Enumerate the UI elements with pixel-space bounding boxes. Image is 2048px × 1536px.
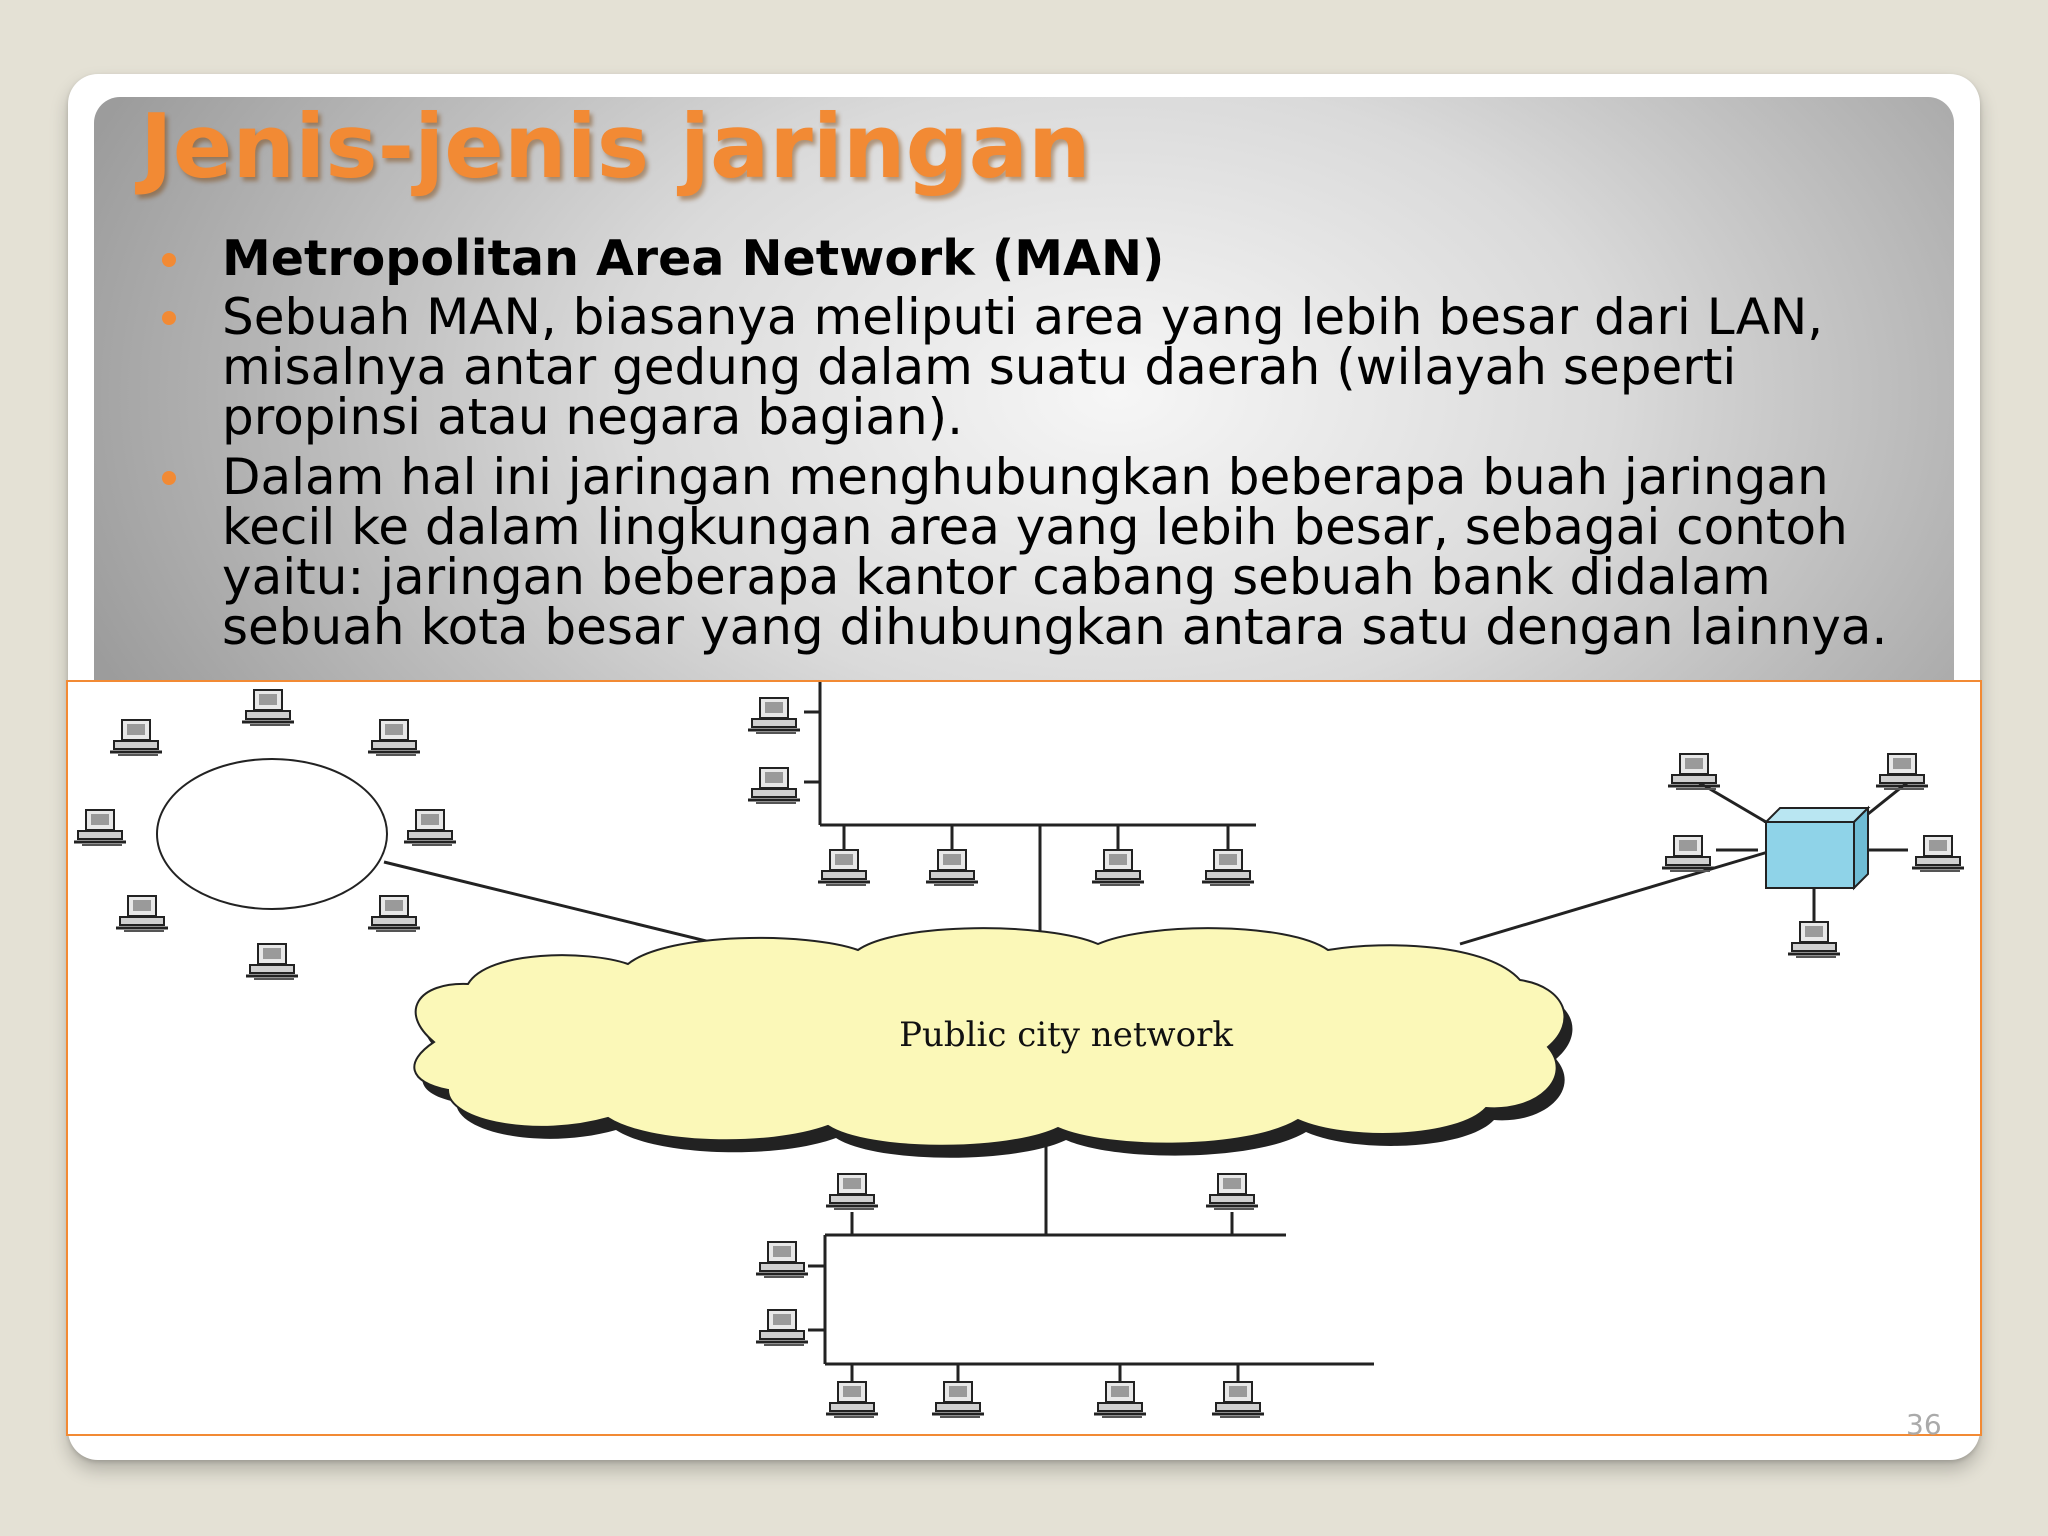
computer-icon — [404, 810, 456, 845]
bullet-item-definition — [162, 288, 1942, 446]
computer-icon — [1912, 836, 1964, 871]
hub-box — [1766, 808, 1868, 888]
computer-icon — [826, 1174, 878, 1209]
computer-icon — [826, 1382, 878, 1417]
bullet-dot-icon — [162, 311, 176, 325]
computer-icon — [926, 850, 978, 885]
computer-icon — [74, 810, 126, 845]
computer-icon — [748, 698, 800, 733]
page-number: 36 — [1906, 1408, 1942, 1441]
slide-title: Jenis-jenis jaringan — [140, 95, 1091, 198]
bullet-text: Sebuah MAN, biasanya meliputi area yang lebih besar dari LAN, misalnya antar gedung dalam suatu daerah (wilayah seperti propinsi atau negara bagian). — [222, 288, 1824, 446]
cloud-label: Public city network — [899, 1015, 1233, 1055]
computer-icon — [756, 1242, 808, 1277]
computer-icon — [242, 690, 294, 725]
network-diagram-svg — [68, 682, 1980, 1434]
bullet-text: Dalam hal ini jaringan menghubungkan beberapa buah jaringan kecil ke dalam lingkungan area yang lebih besar, sebagai contoh yaitu: jaringan beberapa kantor cabang sebuah bank didalam sebuah kota besar yang dihubungkan antara satu dengan lainnya. — [222, 448, 1888, 656]
computer-icon — [116, 896, 168, 931]
bullet-item-heading — [162, 230, 1942, 287]
computer-icon — [1212, 1382, 1264, 1417]
computer-icon — [818, 850, 870, 885]
computer-icon — [1206, 1174, 1258, 1209]
computer-icon — [1876, 754, 1928, 789]
computer-icon — [1094, 1382, 1146, 1417]
computer-icon — [368, 896, 420, 931]
computer-icon — [1092, 850, 1144, 885]
bullet-item-example — [162, 448, 1942, 656]
computer-icon — [246, 944, 298, 979]
bullet-text: Metropolitan Area Network (MAN) — [222, 230, 1165, 287]
computer-icon — [110, 720, 162, 755]
man-network-diagram — [66, 680, 1982, 1436]
bullet-dot-icon — [162, 253, 176, 267]
computer-icon — [1788, 922, 1840, 957]
computer-icon — [748, 768, 800, 803]
computer-icon — [1202, 850, 1254, 885]
computer-icon — [932, 1382, 984, 1417]
bullet-list — [162, 230, 1942, 662]
bullet-dot-icon — [162, 471, 176, 485]
computer-icon — [368, 720, 420, 755]
computer-icon — [1662, 836, 1714, 871]
computer-icon — [756, 1310, 808, 1345]
computer-icon — [1668, 754, 1720, 789]
